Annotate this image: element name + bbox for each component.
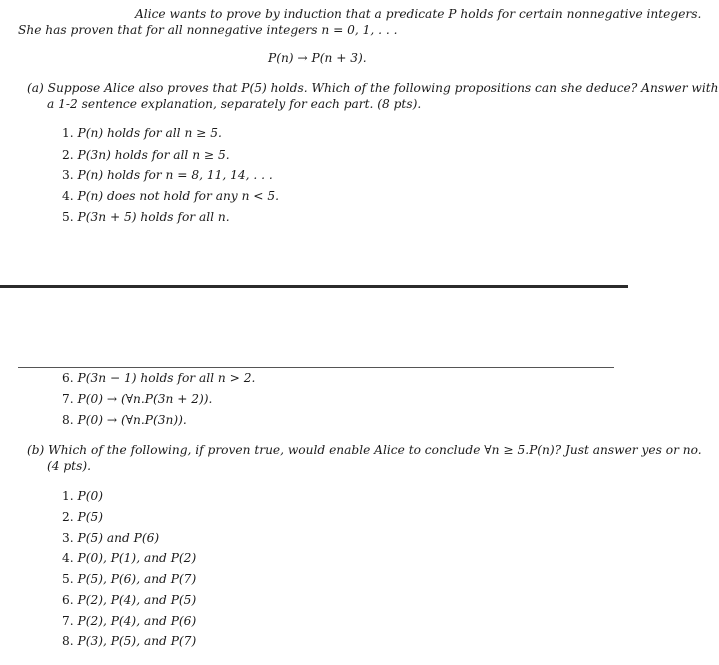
part-a-item-2 (62, 148, 230, 162)
item-number: 2. (62, 148, 74, 162)
part-b-item-6 (62, 593, 196, 607)
item-number: 1. (62, 126, 74, 140)
part-a-question-line-2: a 1-2 sentence explanation, separately for each part. (8 pts). (47, 97, 422, 111)
part-b-item-5 (62, 572, 196, 586)
part-a-item-3 (62, 168, 273, 182)
part-b-item-4 (62, 551, 196, 565)
part-b-item-2 (62, 510, 103, 524)
item-text: P(0), P(1), and P(2) (77, 551, 197, 565)
item-number: 1. (62, 489, 74, 503)
item-number: 5. (62, 210, 74, 224)
item-text: P(5), P(6), and P(7) (77, 572, 197, 586)
part-b-question-line-1: (b) Which of the following, if proven true, would enable Alice to conclude ∀n ≥ 5.P(n)? Just answer yes or no. (27, 443, 702, 457)
part-a-item-1 (62, 126, 222, 140)
part-b-item-8 (62, 634, 196, 648)
item-text: P(0) → (∀n.P(3n + 2)). (77, 392, 213, 406)
intro-formula: P(n) → P(n + 3). (268, 51, 367, 65)
part-a-item-7 (62, 392, 212, 406)
item-number: 8. (62, 634, 74, 648)
item-text: P(0) → (∀n.P(3n)). (77, 413, 187, 427)
part-a-item-5 (62, 210, 230, 224)
item-text: P(2), P(4), and P(6) (77, 614, 197, 628)
intro-line-1: Alice wants to prove by induction that a predicate P holds for certain nonnegative integers. (135, 7, 702, 21)
part-a-item-6 (62, 371, 255, 385)
item-number: 5. (62, 572, 74, 586)
page-break-divider (0, 285, 628, 288)
item-text: P(2), P(4), and P(5) (77, 593, 197, 607)
part-b-item-3 (62, 531, 159, 545)
part-a-item-4 (62, 189, 279, 203)
item-number: 4. (62, 189, 74, 203)
item-text: P(n) holds for n = 8, 11, 14, . . . (77, 168, 273, 182)
item-number: 6. (62, 371, 74, 385)
item-number: 3. (62, 531, 74, 545)
header-rule (18, 367, 614, 368)
intro-line-2: She has proven that for all nonnegative integers n = 0, 1, . . . (18, 23, 398, 37)
item-text: P(3n + 5) holds for all n. (77, 210, 230, 224)
part-b-item-1 (62, 489, 103, 503)
item-text: P(3), P(5), and P(7) (77, 634, 197, 648)
item-text: P(n) does not hold for any n < 5. (77, 189, 280, 203)
item-number: 3. (62, 168, 74, 182)
item-number: 8. (62, 413, 74, 427)
part-a-question-line-1: (a) Suppose Alice also proves that P(5) holds. Which of the following propositions can she deduce? Answer with (27, 81, 719, 95)
item-text: P(0) (77, 489, 103, 503)
item-text: P(5) (77, 510, 103, 524)
item-number: 4. (62, 551, 74, 565)
part-b-question-line-2: (4 pts). (47, 459, 91, 473)
item-number: 6. (62, 593, 74, 607)
part-b-item-7 (62, 614, 196, 628)
item-number: 2. (62, 510, 74, 524)
item-number: 7. (62, 392, 74, 406)
item-number: 7. (62, 614, 74, 628)
item-text: P(n) holds for all n ≥ 5. (77, 126, 222, 140)
item-text: P(5) and P(6) (77, 531, 160, 545)
part-a-item-8 (62, 413, 187, 427)
item-text: P(3n − 1) holds for all n > 2. (77, 371, 256, 385)
item-text: P(3n) holds for all n ≥ 5. (77, 148, 230, 162)
